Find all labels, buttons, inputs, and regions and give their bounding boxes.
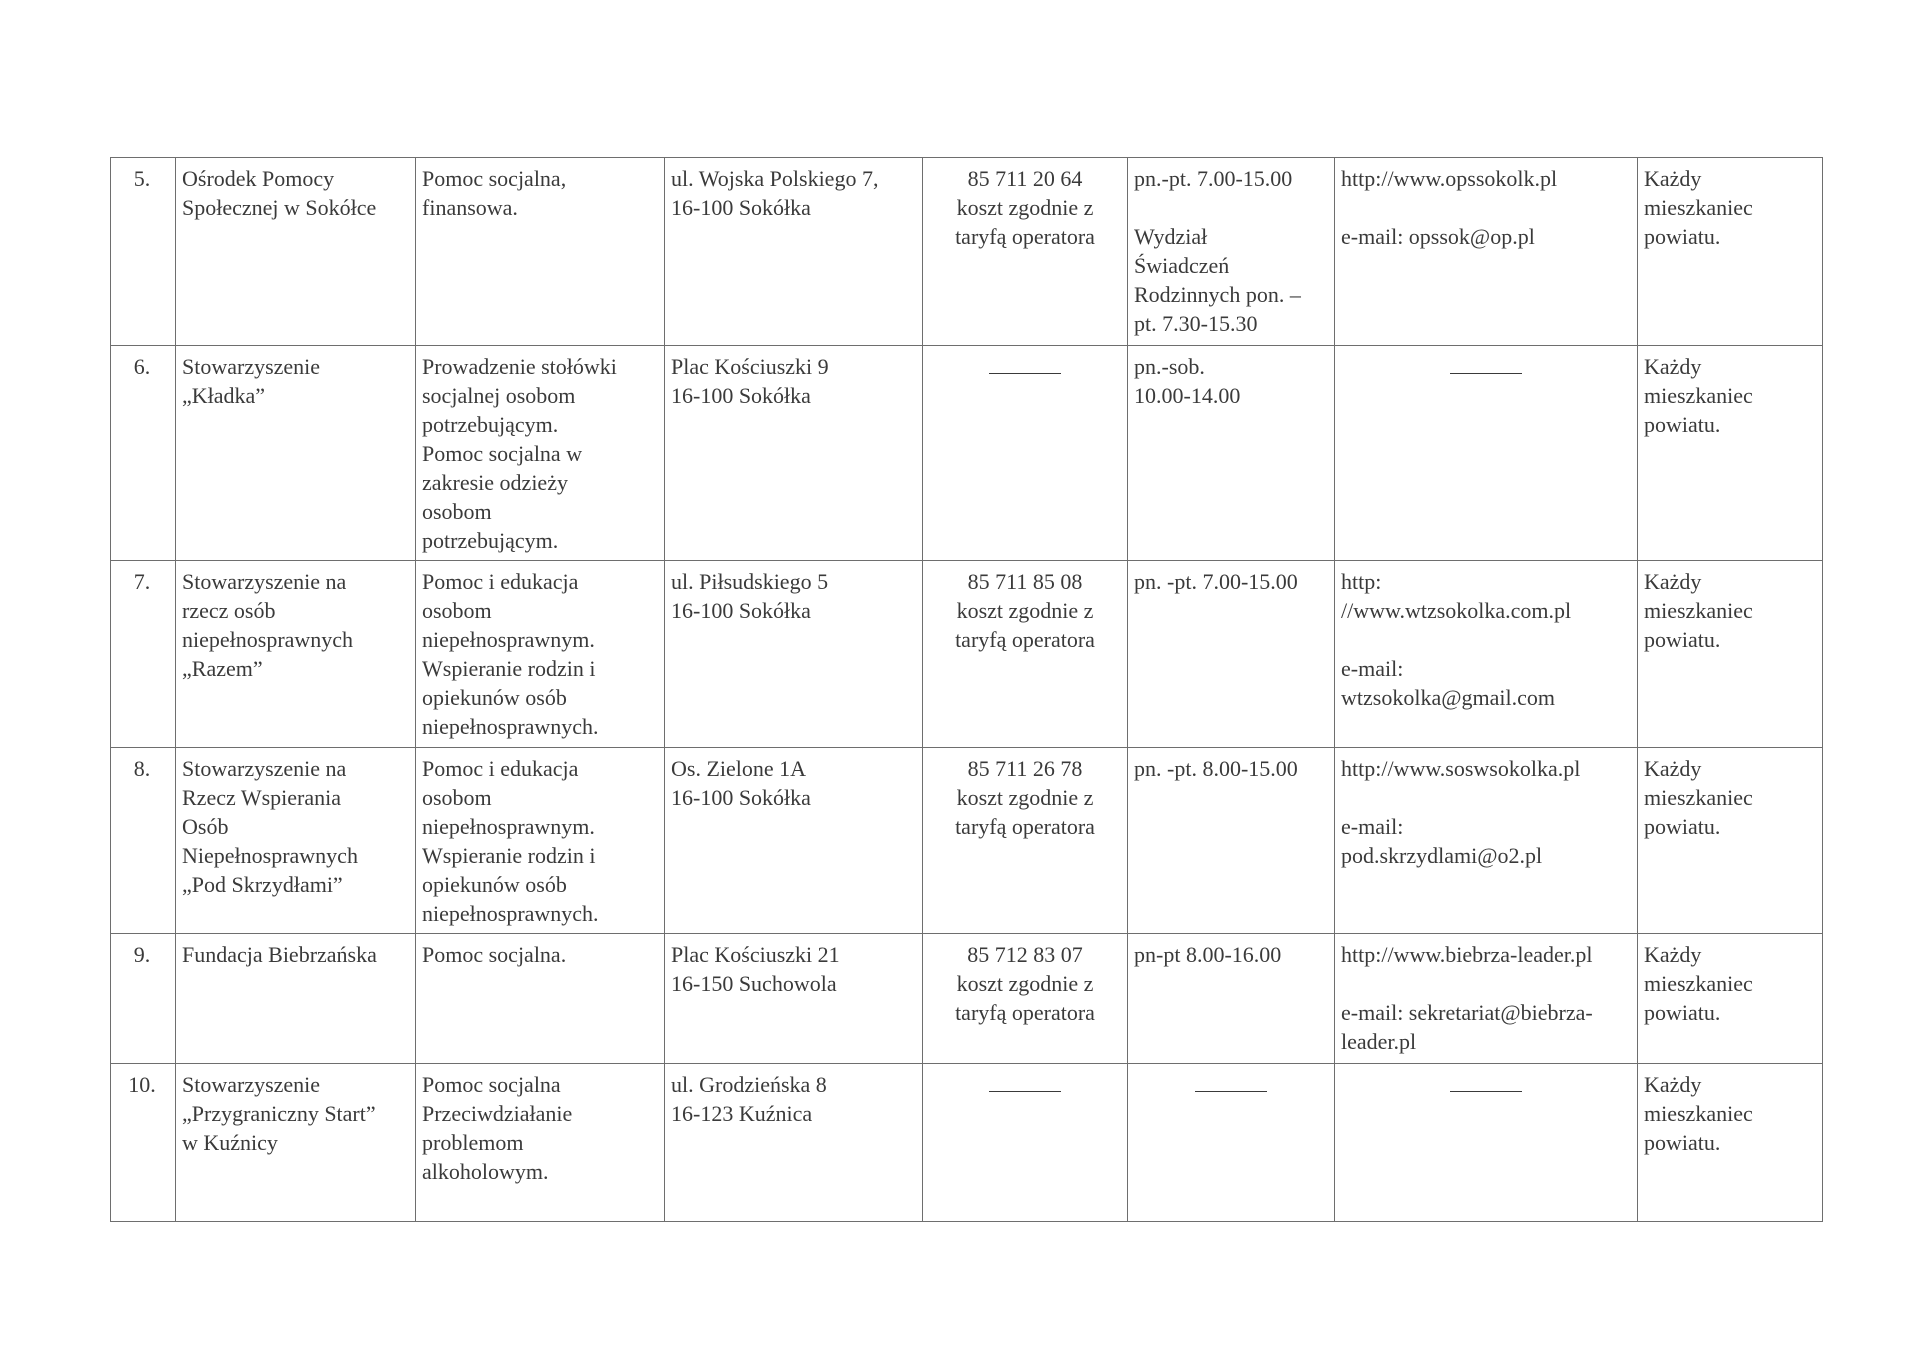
text-line: „Pod Skrzydłami” [182,872,343,897]
text-line: powiatu. [1644,1130,1721,1155]
institutions-table [110,157,1823,1222]
website-email [1335,158,1638,346]
text-line: mieszkaniec [1644,971,1753,996]
address [665,934,923,1064]
assistance-scope [416,561,665,748]
text-line: Wspieranie rodzin i [422,656,596,681]
text-line: powiatu. [1644,627,1721,652]
text-line: osobom [422,785,492,810]
text-line: ul. Grodzieńska 8 [671,1072,827,1097]
phone [923,748,1128,934]
text-line: 16-150 Suchowola [671,971,837,996]
text-line: pn-pt 8.00-16.00 [1134,942,1282,967]
text-line: Każdy [1644,942,1702,967]
website-link[interactable]: http://www.opssokolk.pl [1341,166,1558,191]
text-line: koszt zgodnie z [956,598,1094,623]
text-line: koszt zgodnie z [956,195,1094,220]
text-line: taryfą operatora [955,814,1095,839]
text-line: potrzebującym. [422,412,559,437]
text-line: taryfą operatora [955,224,1095,249]
website-email [1335,561,1638,748]
text-line: 85 711 26 78 [967,756,1083,781]
text-line: „Razem” [182,656,263,681]
email-address[interactable]: e-mail: sekretariat@biebrza- [1341,1000,1593,1025]
text-line: niepełnosprawnych. [422,901,599,926]
text-line: niepełnosprawnych [182,627,354,652]
text-line: pn. -pt. 8.00-15.00 [1134,756,1298,781]
table-body [111,158,1823,1222]
text-line: zakresie odzieży [422,470,568,495]
text-line: pt. 7.30-15.30 [1134,311,1258,336]
row-number: 5. [111,158,176,346]
address [665,158,923,346]
assistance-scope [416,158,665,346]
text-line: 16-100 Sokółka [671,195,811,220]
table-row [111,934,1823,1064]
website-link[interactable]: http: [1341,569,1382,594]
text-line: Niepełnosprawnych [182,843,358,868]
opening-hours [1128,561,1335,748]
text-line: 85 712 83 07 [967,942,1083,967]
eligibility [1638,158,1823,346]
text-line: Plac Kościuszki 9 [671,354,829,379]
text-line: Pomoc socjalna, [422,166,567,191]
text-line: Przeciwdziałanie [422,1101,573,1126]
text-line: mieszkaniec [1644,785,1753,810]
text-line: 85 711 20 64 [967,166,1083,191]
institution-name [176,1064,416,1222]
text-line: Każdy [1644,354,1702,379]
row-number: 7. [111,561,176,748]
text-line: Każdy [1644,1072,1702,1097]
text-line: 85 711 85 08 [967,569,1083,594]
text-line: 16-123 Kuźnica [671,1101,813,1126]
text-line: Plac Kościuszki 21 [671,942,840,967]
opening-hours [1128,158,1335,346]
text-line: niepełnosprawnych. [422,714,599,739]
website-email [1335,346,1638,561]
institution-name [176,748,416,934]
email-address[interactable]: leader.pl [1341,1029,1417,1054]
text-line: Rodzinnych pon. – [1134,282,1301,307]
assistance-scope [416,934,665,1064]
row-number: 8. [111,748,176,934]
text-line: powiatu. [1644,412,1721,437]
phone [923,1064,1128,1222]
text-line: Stowarzyszenie na [182,569,347,594]
text-line: Każdy [1644,756,1702,781]
address [665,346,923,561]
blank-line [1134,193,1328,222]
eligibility [1638,934,1823,1064]
eligibility [1638,748,1823,934]
opening-hours [1128,346,1335,561]
text-line: Pomoc socjalna w [422,441,583,466]
assistance-scope [416,1064,665,1222]
text-line: koszt zgodnie z [956,971,1094,996]
row-number: 10. [111,1064,176,1222]
email-address[interactable]: e-mail: opssok@op.pl [1341,224,1535,249]
text-line: taryfą operatora [955,627,1095,652]
text-line: ul. Wojska Polskiego 7, [671,166,879,191]
text-line: Stowarzyszenie [182,354,321,379]
address [665,1064,923,1222]
text-line: Osób [182,814,229,839]
text-line: Wydział [1134,224,1208,249]
text-line: Fundacja Biebrzańska [182,942,377,967]
text-line: Świadczeń [1134,253,1230,278]
text-line: „Kładka” [182,383,266,408]
email-address[interactable]: wtzsokolka@gmail.com [1341,685,1555,710]
text-line: pn. -pt. 7.00-15.00 [1134,569,1298,594]
row-number: 6. [111,346,176,561]
text-line: niepełnosprawnym. [422,814,595,839]
text-line: potrzebującym. [422,528,559,553]
text-line: Stowarzyszenie [182,1072,321,1097]
empty-dash [1450,1077,1522,1092]
text-line: 16-100 Sokółka [671,785,811,810]
text-line: mieszkaniec [1644,598,1753,623]
assistance-scope [416,346,665,561]
text-line: pn.-pt. 7.00-15.00 [1134,166,1293,191]
institution-name [176,158,416,346]
website-email [1335,748,1638,934]
email-address[interactable]: pod.skrzydlami@o2.pl [1341,843,1543,868]
eligibility [1638,1064,1823,1222]
website-email [1335,1064,1638,1222]
table-row [111,346,1823,561]
text-line: Os. Zielone 1A [671,756,807,781]
text-line: 16-100 Sokółka [671,598,811,623]
empty-dash [989,1077,1061,1092]
empty-dash [989,359,1061,374]
table-row [111,1064,1823,1222]
website-link[interactable]: http://www.biebrza-leader.pl [1341,942,1593,967]
table-row [111,158,1823,346]
eligibility [1638,561,1823,748]
text-line: powiatu. [1644,1000,1721,1025]
phone [923,158,1128,346]
text-line: koszt zgodnie z [956,785,1094,810]
text-line: opiekunów osób [422,685,567,710]
text-line: Społecznej w Sokółce [182,195,377,220]
text-line: 16-100 Sokółka [671,383,811,408]
text-line: osobom [422,598,492,623]
text-line: socjalnej osobom [422,383,576,408]
text-line: osobom [422,499,492,524]
address [665,748,923,934]
phone [923,346,1128,561]
empty-dash [1195,1077,1267,1092]
phone [923,561,1128,748]
opening-hours [1128,934,1335,1064]
text-line: rzecz osób [182,598,276,623]
assistance-scope [416,748,665,934]
institution-name [176,934,416,1064]
table-row [111,748,1823,934]
text-line: Każdy [1644,569,1702,594]
text-line: Pomoc socjalna [422,1072,561,1097]
address [665,561,923,748]
text-line: alkoholowym. [422,1159,549,1184]
text-line: powiatu. [1644,224,1721,249]
blank-line [1341,969,1631,998]
eligibility [1638,346,1823,561]
text-line: Pomoc i edukacja [422,756,579,781]
text-line: finansowa. [422,195,518,220]
text-line: „Przygraniczny Start” [182,1101,376,1126]
text-line: taryfą operatora [955,1000,1095,1025]
table-row [111,561,1823,748]
text-line: opiekunów osób [422,872,567,897]
text-line: Pomoc i edukacja [422,569,579,594]
text-line: problemom [422,1130,524,1155]
text-line: Ośrodek Pomocy [182,166,335,191]
website-link[interactable]: //www.wtzsokolka.com.pl [1341,598,1572,623]
website-link[interactable]: http://www.soswsokolka.pl [1341,756,1581,781]
text-line: mieszkaniec [1644,195,1753,220]
text-line: Rzecz Wspierania [182,785,342,810]
text-line: mieszkaniec [1644,383,1753,408]
email-address[interactable]: e-mail: [1341,814,1404,839]
blank-line [1341,625,1631,654]
text-line: niepełnosprawnym. [422,627,595,652]
text-line: pn.-sob. [1134,354,1205,379]
text-line: 10.00-14.00 [1134,383,1241,408]
text-line: Prowadzenie stołówki [422,354,617,379]
email-address[interactable]: e-mail: [1341,656,1404,681]
blank-line [1341,783,1631,812]
text-line: ul. Piłsudskiego 5 [671,569,829,594]
institution-name [176,561,416,748]
blank-line [1341,193,1631,222]
text-line: Wspieranie rodzin i [422,843,596,868]
row-number: 9. [111,934,176,1064]
website-email [1335,934,1638,1064]
text-line: Pomoc socjalna. [422,942,567,967]
text-line: mieszkaniec [1644,1101,1753,1126]
text-line: Każdy [1644,166,1702,191]
text-line: powiatu. [1644,814,1721,839]
text-line: Stowarzyszenie na [182,756,347,781]
opening-hours [1128,748,1335,934]
text-line: w Kuźnicy [182,1130,278,1155]
empty-dash [1450,359,1522,374]
opening-hours [1128,1064,1335,1222]
institution-name [176,346,416,561]
phone [923,934,1128,1064]
